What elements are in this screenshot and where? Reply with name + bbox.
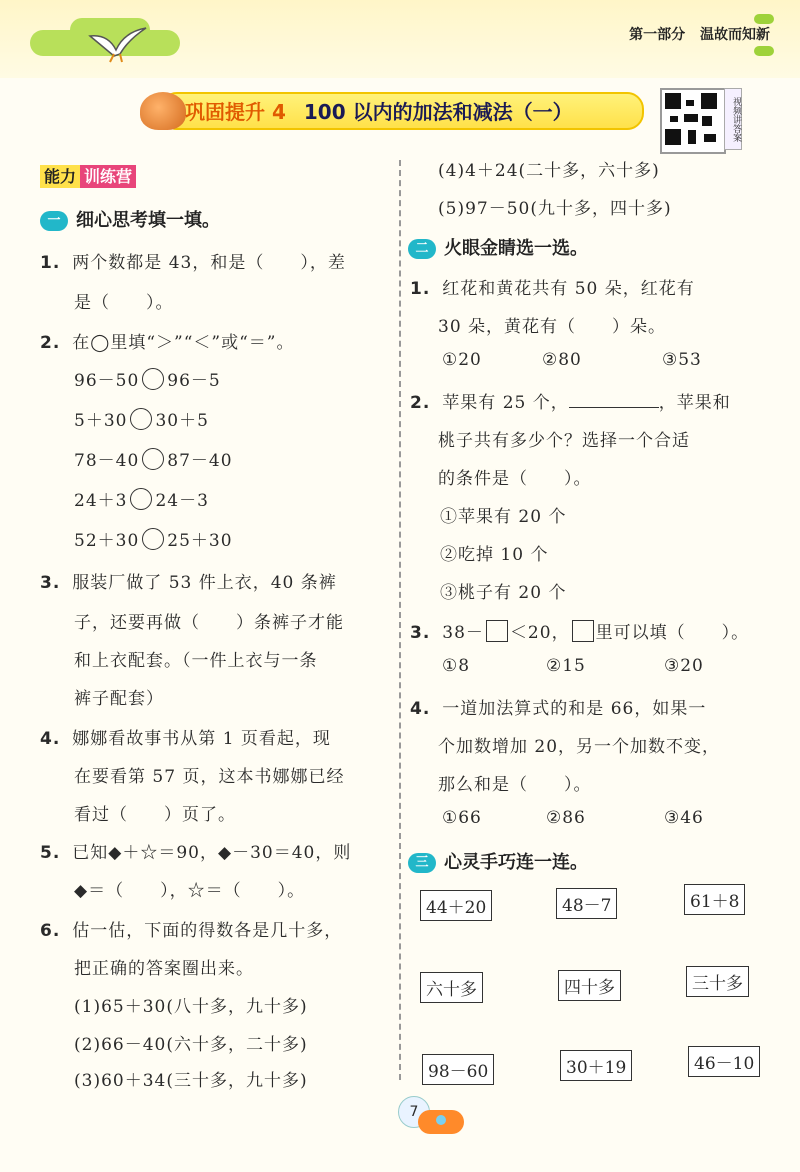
page-number: 7 — [398, 1096, 430, 1128]
question-text: 娜娜看故事书从第 1 页看起，现 — [72, 729, 331, 749]
section-heading-1 — [40, 206, 220, 232]
match-expression[interactable]: 44＋20 — [420, 890, 492, 921]
option[interactable]: ③桃子有 20 个 — [440, 583, 567, 603]
expression-left: 78－40 — [74, 451, 140, 471]
question-number: 2. — [40, 333, 61, 353]
question-3-cont: 裤子配套） — [74, 689, 164, 709]
question-text: 已知◆＋☆＝90，◆－30＝40，则 — [72, 843, 352, 863]
expression-left: 24＋3 — [74, 491, 128, 511]
submarine-window-icon — [436, 1115, 446, 1125]
question-number: 4. — [410, 699, 431, 719]
question-number: 5. — [40, 843, 61, 863]
question-3 — [40, 568, 337, 593]
estimate-item[interactable]: (4)4＋24(二十多，六十多) — [438, 161, 660, 181]
match-range[interactable]: 三十多 — [686, 966, 749, 997]
choice-question-2-cont: 的条件是（ ）。 — [438, 469, 592, 489]
question-number: 6. — [40, 921, 61, 941]
question-number: 3. — [410, 623, 431, 643]
expression-right: 96－5 — [167, 371, 221, 391]
header-subtitle: 温故而知新 — [700, 27, 770, 43]
estimate-item[interactable]: (2)66－40(六十多，二十多) — [74, 1035, 308, 1055]
option[interactable]: ①8 — [442, 656, 471, 676]
header-bar-decoration — [754, 46, 774, 56]
choice-question-4-cont: 个加数增加 20，另一个加数不变， — [438, 737, 721, 757]
expression-left: 52＋30 — [74, 531, 140, 551]
question-1-cont: 是（ ）。 — [74, 293, 174, 313]
compare-row — [74, 406, 209, 431]
option[interactable]: ③53 — [662, 350, 702, 370]
qr-code-icon[interactable] — [660, 88, 726, 154]
compare-row — [74, 486, 209, 511]
section-number: 二 — [408, 239, 436, 259]
compare-row — [74, 446, 233, 471]
header-bar-decoration — [754, 14, 774, 24]
question-1 — [40, 248, 346, 273]
column-divider — [399, 160, 401, 1080]
question-number: 4. — [40, 729, 61, 749]
option[interactable]: ③20 — [664, 656, 704, 676]
compare-circle[interactable] — [142, 368, 164, 390]
choice-question-1 — [410, 274, 695, 299]
question-number: 2. — [410, 393, 431, 413]
question-text: ＜20， — [509, 623, 570, 643]
match-expression[interactable]: 48－7 — [556, 888, 617, 919]
answer-blank[interactable] — [569, 391, 659, 408]
question-4 — [40, 724, 331, 749]
compare-circle[interactable] — [142, 528, 164, 550]
choice-question-1-cont: 30 朵，黄花有（ ）朵。 — [438, 317, 667, 337]
match-range[interactable]: 四十多 — [558, 970, 621, 1001]
question-3-cont: 子，还要再做（ ）条裤子才能 — [74, 613, 344, 633]
question-6-cont: 把正确的答案圈出来。 — [74, 959, 254, 979]
expression-right: 24－3 — [155, 491, 209, 511]
option[interactable]: ③46 — [664, 808, 704, 828]
answer-square[interactable] — [486, 620, 508, 642]
header-title — [619, 24, 770, 44]
option[interactable]: ②15 — [546, 656, 586, 676]
badge-camp: 训练营 — [80, 165, 136, 188]
question-4-cont: 看过（ ）页了。 — [74, 805, 236, 825]
compare-circle[interactable] — [130, 408, 152, 430]
question-5-cont: ◆＝（ ），☆＝（ ）。 — [74, 881, 306, 901]
expression-right: 87－40 — [167, 451, 233, 471]
question-text: 苹果有 25 个， — [442, 393, 569, 413]
question-text: 38－ — [442, 623, 484, 643]
expression-left: 96－50 — [74, 371, 140, 391]
question-text: 两个数都是 43，和是（ ），差 — [72, 253, 346, 273]
match-range[interactable]: 六十多 — [420, 972, 483, 1003]
section-badge — [40, 164, 136, 188]
section-title: 心灵手巧连一连。 — [444, 852, 588, 873]
question-number: 3. — [40, 573, 61, 593]
question-text: 里可以填（ ）。 — [595, 623, 750, 643]
lesson-name: 100 以内的加法和减法（一） — [303, 100, 573, 124]
question-number: 1. — [410, 279, 431, 299]
section-heading-2 — [408, 234, 588, 260]
lesson-number: 巩固提升 4 — [185, 100, 286, 124]
question-text: 红花和黄花共有 50 朵，红花有 — [442, 279, 695, 299]
question-text: 在◯里填“＞”“＜”或“＝”。 — [72, 333, 295, 353]
section-number: 三 — [408, 853, 436, 873]
compare-row — [74, 366, 221, 391]
option[interactable]: ②86 — [546, 808, 586, 828]
choice-question-2 — [410, 388, 731, 413]
section-title: 细心思考填一填。 — [76, 210, 220, 231]
question-2 — [40, 328, 294, 353]
section-title: 火眼金睛选一选。 — [444, 238, 588, 259]
estimate-item[interactable]: (3)60＋34(三十多，九十多) — [74, 1071, 308, 1091]
estimate-item[interactable]: (5)97－50(九十多，四十多) — [438, 199, 672, 219]
expression-right: 25＋30 — [167, 531, 233, 551]
question-5 — [40, 838, 351, 863]
shell-icon — [140, 92, 186, 130]
question-text: 服装厂做了 53 件上衣，40 条裤 — [72, 573, 337, 593]
seagull-icon — [88, 26, 148, 66]
expression-right: 30＋5 — [155, 411, 209, 431]
expression-left: 5＋30 — [74, 411, 128, 431]
compare-row — [74, 526, 233, 551]
question-text: ，苹果和 — [658, 393, 731, 413]
match-expression[interactable]: 61＋8 — [684, 884, 745, 915]
option[interactable]: ①66 — [442, 808, 482, 828]
question-number: 1. — [40, 253, 61, 273]
option[interactable]: ①苹果有 20 个 — [440, 507, 567, 527]
compare-circle[interactable] — [142, 448, 164, 470]
question-6 — [40, 916, 342, 941]
option[interactable]: ①20 — [442, 350, 482, 370]
match-expression[interactable]: 98－60 — [422, 1054, 494, 1085]
lesson-title — [185, 96, 573, 125]
answer-square[interactable] — [572, 620, 594, 642]
choice-question-4-cont: 那么和是（ ）。 — [438, 775, 592, 795]
compare-circle[interactable] — [130, 488, 152, 510]
qr-label: 视频讲答案 — [724, 88, 742, 150]
badge-ability: 能力 — [40, 165, 80, 188]
question-text: 一道加法算式的和是 66，如果一 — [442, 699, 707, 719]
section-number: 一 — [40, 211, 68, 231]
estimate-item[interactable]: (1)65＋30(八十多，九十多) — [74, 997, 308, 1017]
question-4-cont: 在要看第 57 页，这本书娜娜已经 — [74, 767, 345, 787]
choice-question-2-cont: 桃子共有多少个？选择一个合适 — [438, 431, 690, 451]
option[interactable]: ②吃掉 10 个 — [440, 545, 549, 565]
choice-question-3 — [410, 618, 749, 643]
match-expression[interactable]: 30＋19 — [560, 1050, 632, 1081]
question-text: 估一估，下面的得数各是几十多， — [72, 921, 343, 941]
question-3-cont: 和上衣配套。（一件上衣与一条 — [74, 651, 318, 671]
match-expression[interactable]: 46－10 — [688, 1046, 760, 1077]
choice-question-4 — [410, 694, 706, 719]
section-heading-3 — [408, 848, 588, 874]
option[interactable]: ②80 — [542, 350, 582, 370]
header-part: 第一部分 — [629, 27, 686, 43]
